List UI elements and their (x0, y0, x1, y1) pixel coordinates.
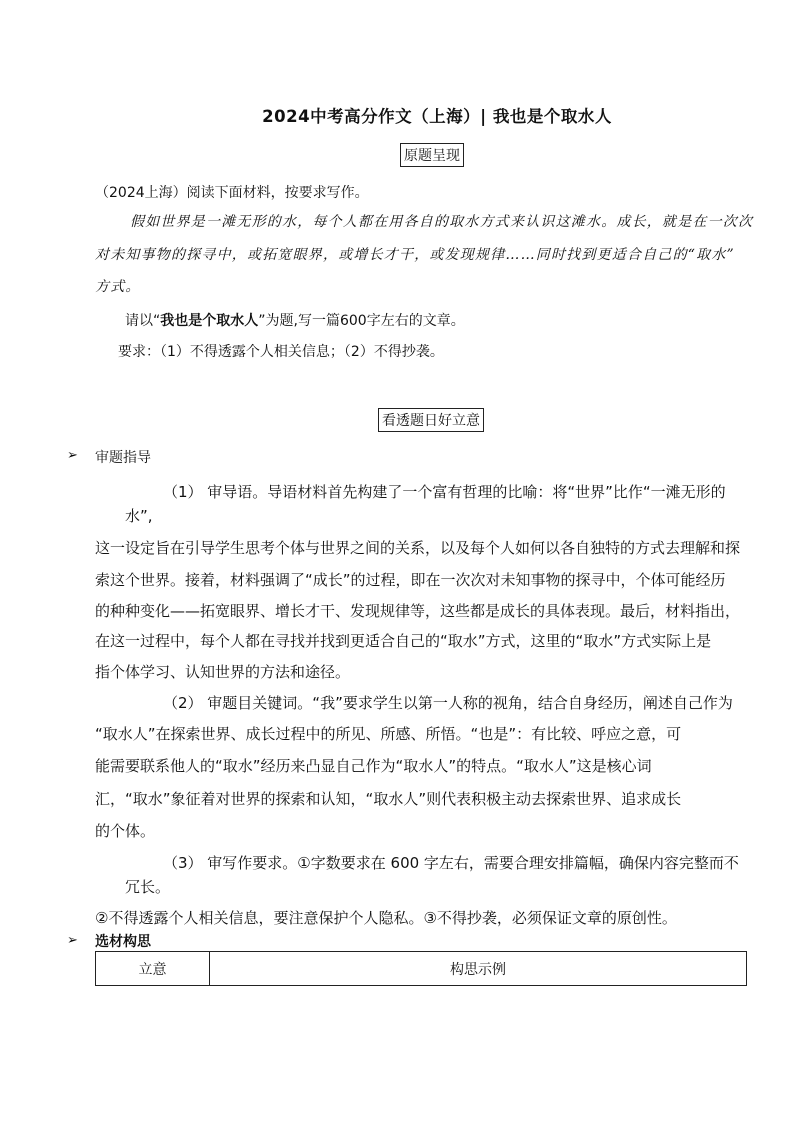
para2-line: 汇，“取水”象征着对世界的探索和认知，“取水人”则代表积极主动去探索世界、追求成长 (95, 790, 682, 808)
arrow-bullet-icon: ➢ (67, 933, 78, 948)
instruction-suffix: ”为题,写一篇600字左右的文章。 (258, 313, 465, 329)
material-line: 假如世界是一滩无形的水，每个人都在用各自的取水方式来认识这滩水。成长，就是在一次次 (130, 214, 754, 230)
prompt-source: （2024上海）阅读下面材料，按要求写作。 (95, 185, 369, 201)
heading-review-guide: 审题指导 (95, 450, 151, 466)
para1-line: 水”, (125, 507, 153, 525)
instruction-prefix: 请以“ (125, 313, 161, 329)
idea-table (95, 951, 747, 986)
table-header-intent: 立意 (96, 952, 210, 986)
writing-instruction (125, 310, 465, 330)
para1-line: （1） 审导语。导语材料首先构建了一个富有哲理的比喻：将“世界”比作“一滩无形的 (163, 483, 726, 501)
arrow-bullet-icon: ➢ (67, 448, 78, 463)
para3-line: （3） 审写作要求。①字数要求在 600 字左右，需要合理安排篇幅，确保内容完整而不 (163, 854, 739, 872)
para2-line: “取水人”在探索世界、成长过程中的所见、所感、所悟。“也是”：有比较、呼应之意，可 (95, 725, 682, 743)
requirements: 要求：（1）不得透露个人相关信息；（2）不得抄袭。 (118, 344, 444, 360)
para1-line: 索这个世界。接着，材料强调了“成长”的过程，即在一次次对未知事物的探寻中，个体可能经历 (95, 571, 726, 589)
para1-line: 这一设定旨在引导学生思考个体与世界之间的关系，以及每个人如何以各自独特的方式去理解和探 (95, 539, 741, 557)
essay-topic: 我也是个取水人 (160, 313, 259, 329)
para1-line: 的种种变化——拓宽眼界、增长才干、发现规律等，这些都是成长的具体表现。最后，材料指出， (95, 602, 741, 620)
material-line: 方式。 (95, 279, 141, 295)
material-line: 对未知事物的探寻中，或拓宽眼界，或增长才干，或发现规律……同时找到更适合自己的“取水” (95, 247, 735, 263)
para3-line: 冗长。 (125, 878, 171, 896)
para2-line: （2） 审题目关键词。“我”要求学生以第一人称的视角，结合自身经历，阐述自己作为 (163, 694, 733, 712)
page-title: 2024中考高分作文（上海）| 我也是个取水人 (262, 107, 612, 126)
heading-material-selection: 选材构思 (95, 934, 151, 950)
para2-line: 的个体。 (95, 822, 156, 840)
para3-line: ②不得透露个人相关信息，要注意保护个人隐私。③不得抄袭，必须保证文章的原创性。 (95, 909, 677, 927)
para1-line: 在这一过程中，每个人都在寻找并找到更适合自己的“取水”方式，这里的“取水”方式实际上是 (95, 632, 712, 650)
para1-line: 指个体学习、认知世界的方法和途径。 (95, 663, 351, 681)
table-header-example: 构思示例 (210, 952, 747, 986)
para2-line: 能需要联系他人的“取水”经历来凸显自己作为“取水人”的特点。“取水人”这是核心词 (95, 757, 652, 775)
section-label-analysis: 看透题日好立意 (378, 408, 484, 432)
section-label-original-question: 原题呈现 (400, 143, 464, 167)
table-header-row (96, 952, 747, 986)
